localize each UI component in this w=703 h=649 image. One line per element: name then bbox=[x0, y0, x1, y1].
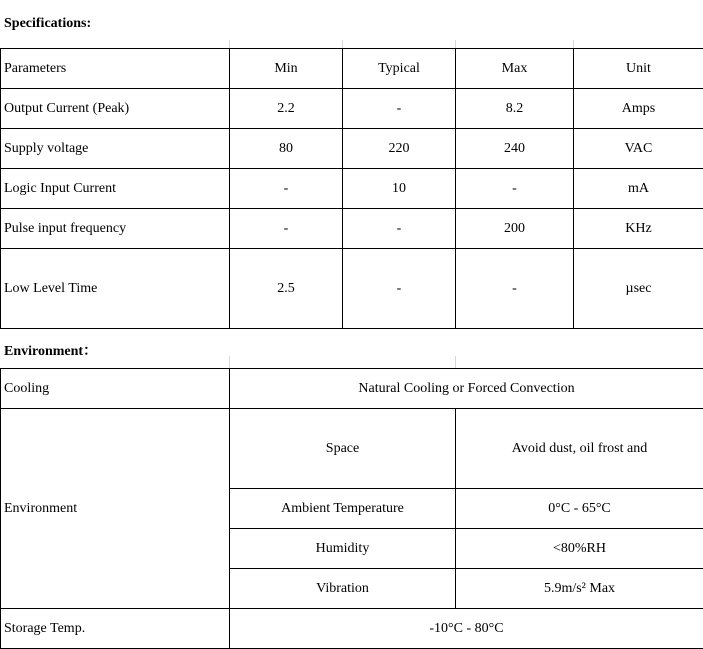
table-row bbox=[1, 169, 703, 209]
cooling-value: Natural Cooling or Forced Convection bbox=[230, 369, 703, 409]
unit-cell: VAC bbox=[574, 129, 703, 169]
table-row bbox=[1, 409, 703, 489]
environment-item-value: 0°C - 65°C bbox=[456, 489, 703, 529]
parameter-cell: Pulse input frequency bbox=[1, 209, 230, 249]
typical-cell: 220 bbox=[343, 129, 456, 169]
max-cell: 200 bbox=[456, 209, 574, 249]
min-cell: - bbox=[230, 169, 343, 209]
table-row bbox=[1, 89, 703, 129]
unit-cell: KHz bbox=[574, 209, 703, 249]
unit-cell: µsec bbox=[574, 249, 703, 329]
header-cell-min: Min bbox=[230, 49, 343, 89]
faint-gridline bbox=[342, 40, 343, 48]
storage-temp-value: -10°C - 80°C bbox=[230, 609, 703, 649]
specifications-table bbox=[0, 48, 703, 329]
environment-item-value: Avoid dust, oil frost and bbox=[456, 409, 703, 489]
faint-gridline bbox=[455, 356, 456, 368]
min-cell: 2.5 bbox=[230, 249, 343, 329]
header-cell-typical: Typical bbox=[343, 49, 456, 89]
cooling-row bbox=[1, 369, 703, 409]
environment-item-label: Humidity bbox=[230, 529, 456, 569]
environment-table bbox=[0, 368, 703, 649]
max-cell: 8.2 bbox=[456, 89, 574, 129]
max-cell: - bbox=[456, 169, 574, 209]
environment-item-value: 5.9m/s² Max bbox=[456, 569, 703, 609]
faint-gridline bbox=[229, 40, 230, 48]
environment-heading: Environment： bbox=[4, 344, 98, 359]
max-cell: 240 bbox=[456, 129, 574, 169]
specifications-heading: Specifications: bbox=[4, 16, 92, 31]
parameter-cell: Low Level Time bbox=[1, 249, 230, 329]
faint-gridline bbox=[573, 40, 574, 48]
parameter-cell: Logic Input Current bbox=[1, 169, 230, 209]
environment-item-value: <80%RH bbox=[456, 529, 703, 569]
header-cell-unit: Unit bbox=[574, 49, 703, 89]
table-row bbox=[1, 129, 703, 169]
faint-gridline bbox=[229, 356, 230, 368]
typical-cell: - bbox=[343, 249, 456, 329]
unit-cell: Amps bbox=[574, 89, 703, 129]
environment-label: Environment bbox=[1, 409, 230, 609]
typical-cell: - bbox=[343, 209, 456, 249]
min-cell: - bbox=[230, 209, 343, 249]
typical-cell: - bbox=[343, 89, 456, 129]
parameter-cell: Supply voltage bbox=[1, 129, 230, 169]
table-row bbox=[1, 209, 703, 249]
environment-item-label: Ambient Temperature bbox=[230, 489, 456, 529]
environment-item-label: Vibration bbox=[230, 569, 456, 609]
table-row bbox=[1, 249, 703, 329]
unit-cell: mA bbox=[574, 169, 703, 209]
storage-row bbox=[1, 609, 703, 649]
min-cell: 2.2 bbox=[230, 89, 343, 129]
faint-gridline bbox=[455, 40, 456, 48]
environment-item-label: Space bbox=[230, 409, 456, 489]
max-cell: - bbox=[456, 249, 574, 329]
table-header-row bbox=[1, 49, 703, 89]
header-cell-parameters: Parameters bbox=[1, 49, 230, 89]
parameter-cell: Output Current (Peak) bbox=[1, 89, 230, 129]
min-cell: 80 bbox=[230, 129, 343, 169]
storage-temp-label: Storage Temp. bbox=[1, 609, 230, 649]
header-cell-max: Max bbox=[456, 49, 574, 89]
cooling-label: Cooling bbox=[1, 369, 230, 409]
typical-cell: 10 bbox=[343, 169, 456, 209]
